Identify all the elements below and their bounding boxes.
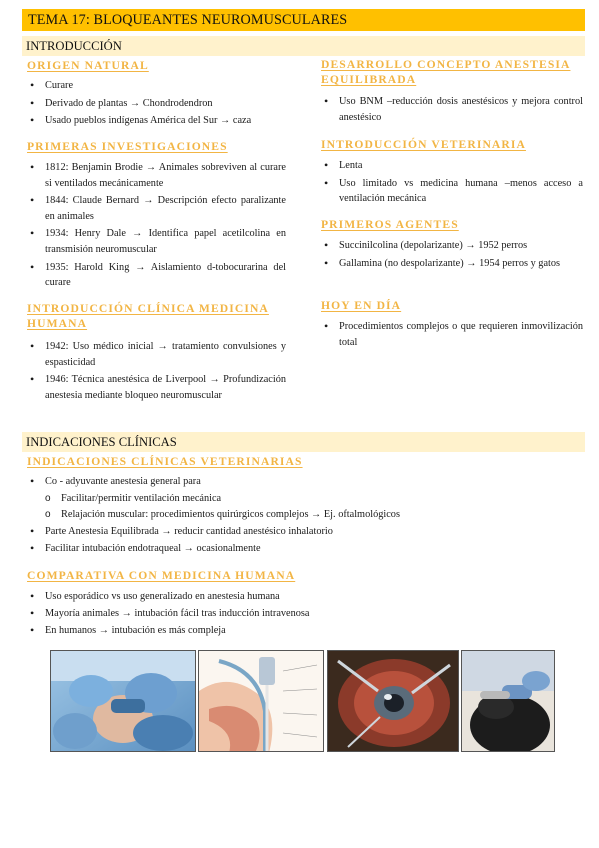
heading-primeros-agentes: PRIMEROS AGENTES <box>321 218 459 231</box>
list-origen-natural <box>27 78 286 131</box>
list-primeros-agentes <box>321 238 583 273</box>
list-hoy-en-dia <box>321 319 583 352</box>
heading-comparativa: COMPARATIVA CON MEDICINA HUMANA <box>27 569 296 582</box>
heading-primeras-investigaciones: PRIMERAS INVESTIGACIONES <box>27 140 228 153</box>
list-introduccion-veterinaria <box>321 158 583 209</box>
list-comparativa <box>27 589 583 640</box>
airway-intubation-diagram <box>198 650 324 752</box>
list-item: • 1946: Técnica anestésica de Liverpool → Profundización anestesia mediante bloqueo neuromuscular <box>27 372 286 403</box>
page-title: TEMA 17: BLOQUEANTES NEUROMUSCULARES <box>22 9 585 31</box>
list-item: • Succinilcolina (depolarizante) → 1952 perros <box>321 238 583 254</box>
heading-introduccion-veterinaria: INTRODUCCIÓN VETERINARIA <box>321 138 526 151</box>
list-item: • 1934: Henry Dale → Identifica papel acetilcolina en transmisión neuromuscular <box>27 226 286 257</box>
list-item: • Uso limitado vs medicina humana –menos acceso a ventilación mecánica <box>321 176 583 207</box>
section-header-indicaciones: INDICACIONES CLÍNICAS <box>22 432 585 452</box>
list-item: • Procedimientos complejos o que requieren inmovilización total <box>321 319 583 350</box>
list-item: • 1942: Uso médico inicial → tratamiento convulsiones y espasticidad <box>27 339 286 370</box>
dog-intubation-photo <box>461 650 555 752</box>
list-primeras-investigaciones <box>27 160 286 293</box>
list-desarrollo-anestesia <box>321 94 583 127</box>
list-item: • Mayoría animales → intubación fácil tras inducción intravenosa <box>27 606 583 622</box>
heading-indicaciones-veterinarias: INDICACIONES CLÍNICAS VETERINARIAS <box>27 455 303 468</box>
list-item: • Derivado de plantas → Chondrodendron <box>27 96 286 112</box>
sub-list <box>45 491 583 523</box>
eye-surgery-photo <box>327 650 459 752</box>
heading-hoy-en-dia: HOY EN DÍA <box>321 299 402 312</box>
list-item: • Facilitar intubación endotraqueal → ocasionalmente <box>27 541 583 557</box>
list-item-text: Co - adyuvante anestesia general para <box>45 476 201 487</box>
list-indicaciones-veterinarias <box>27 474 583 558</box>
list-item: • Uso esporádico vs uso generalizado en anestesia humana <box>27 589 583 605</box>
list-item: • Parte Anestesia Equilibrada → reducir cantidad anestésico inhalatorio <box>27 524 583 540</box>
list-item: • 1935: Harold King → Aislamiento d-tobocurarina del curare <box>27 260 286 291</box>
list-introduccion-clinica <box>27 339 286 405</box>
sub-list-item: o Facilitar/permitir ventilación mecánica <box>45 491 583 507</box>
sub-list-item: o Relajación muscular: procedimientos quirúrgicos complejos → Ej. oftalmológicos <box>45 507 583 523</box>
heading-introduccion-clinica: INTRODUCCIÓN CLÍNICA MEDICINA HUMANA <box>27 302 269 330</box>
heading-origen-natural: ORIGEN NATURAL <box>27 59 149 72</box>
intubation-patient-photo <box>50 650 196 752</box>
section-header-introduccion: INTRODUCCIÓN <box>22 36 585 56</box>
list-item: • Lenta <box>321 158 583 174</box>
list-item <box>27 474 583 523</box>
list-item: • Curare <box>27 78 286 94</box>
list-item: • 1844: Claude Bernard → Descripción efecto paralizante en animales <box>27 193 286 224</box>
list-item: • En humanos → intubación es más compleja <box>27 623 583 639</box>
heading-desarrollo-anestesia: DESARROLLO CONCEPTO ANESTESIA EQUILIBRADA <box>321 58 571 86</box>
list-item: • Gallamina (no despolarizante) → 1954 perros y gatos <box>321 256 583 272</box>
list-item: • Uso BNM –reducción dosis anestésicos y mejora control anestésico <box>321 94 583 125</box>
list-item: • 1812: Benjamin Brodie → Animales sobreviven al curare si ventilados mecánicamente <box>27 160 286 191</box>
list-item: • Usado pueblos indígenas América del Sur → caza <box>27 113 286 129</box>
